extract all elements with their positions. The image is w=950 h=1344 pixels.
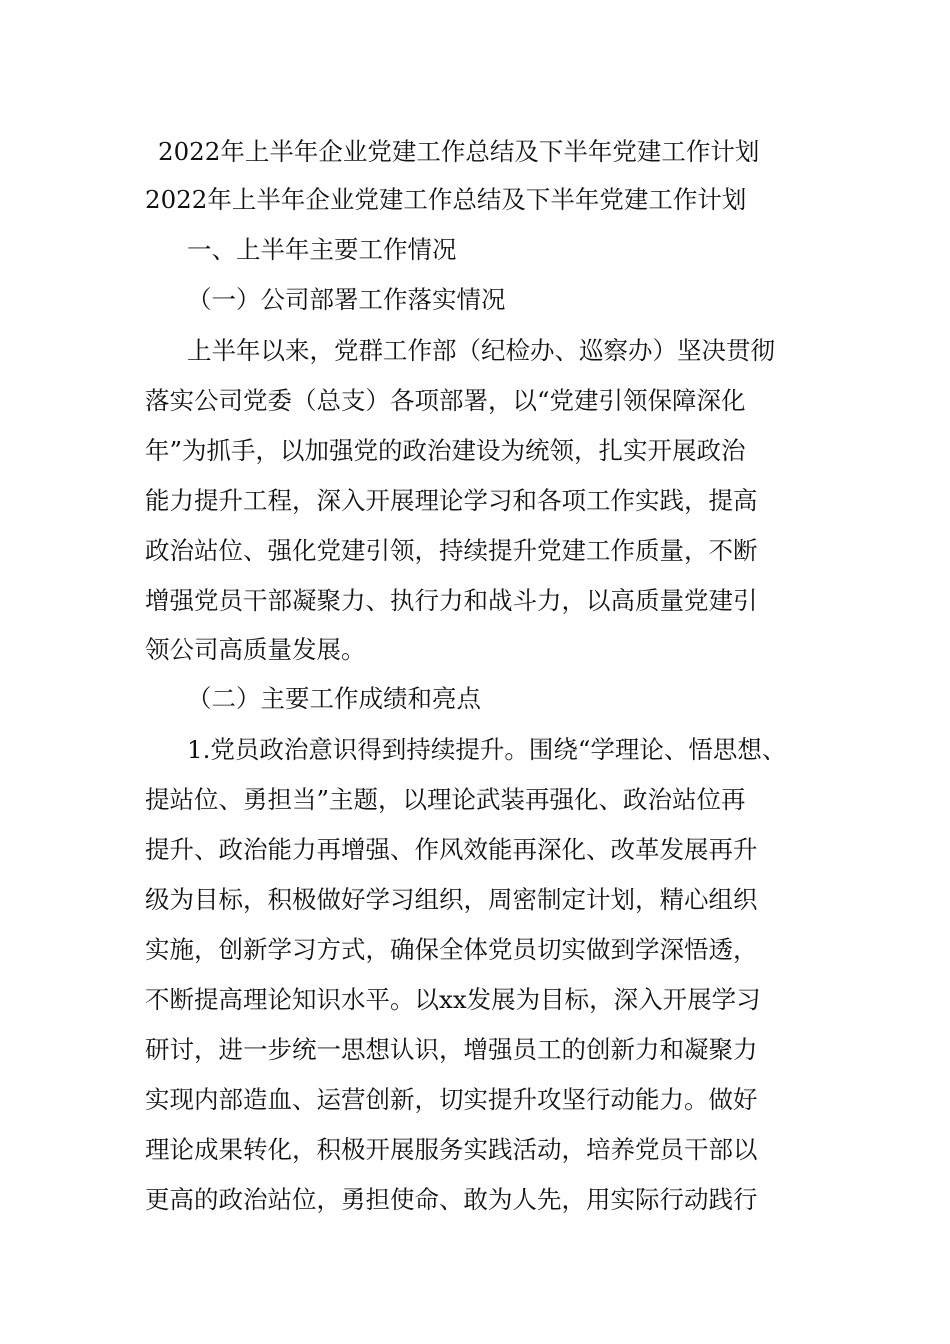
paragraph-line: 不断提高理论知识水平。以xx发展为目标，深入开展学习	[145, 985, 761, 1014]
paragraph-line: 理论成果转化，积极开展服务实践活动，培养党员干部以	[145, 1135, 758, 1164]
paragraph-line: 上半年以来，党群工作部（纪检办、巡察办）坚决贯彻	[187, 336, 775, 365]
paragraph-line: 提站位、勇担当”主题，以理论武装再强化、政治站位再	[145, 785, 746, 814]
paragraph-line: 年”为抓手，以加强党的政治建设为统领，扎实开展政治	[145, 436, 746, 465]
paragraph-line: 实现内部造血、运营创新，切实提升攻坚行动能力。做好	[145, 1085, 758, 1114]
document-title-repeat: 2022年上半年企业党建工作总结及下半年党建工作计划	[145, 185, 747, 214]
paragraph-line: 提升、政治能力再增强、作风效能再深化、改革发展再升	[145, 835, 758, 864]
subsection-heading: （二）主要工作成绩和亮点	[187, 684, 481, 713]
paragraph-line: 政治站位、强化党建引领，持续提升党建工作质量，不断	[145, 536, 758, 565]
document-title: 2022年上半年企业党建工作总结及下半年党建工作计划	[158, 137, 760, 166]
paragraph-line: 研讨，进一步统一思想认识，增强员工的创新力和凝聚力	[145, 1035, 758, 1064]
section-heading: 一、上半年主要工作情况	[187, 235, 457, 264]
paragraph-line: 增强党员干部凝聚力、执行力和战斗力，以高质量党建引	[145, 586, 758, 615]
paragraph-line: 1.党员政治意识得到持续提升。围绕“学理论、悟思想、	[187, 735, 787, 764]
paragraph-line: 能力提升工程，深入开展理论学习和各项工作实践，提高	[145, 486, 758, 515]
paragraph-line: 更高的政治站位，勇担使命、敢为人先，用实际行动践行	[145, 1185, 758, 1214]
paragraph-line: 级为目标，积极做好学习组织，周密制定计划，精心组织	[145, 885, 758, 914]
paragraph-line: 实施，创新学习方式，确保全体党员切实做到学深悟透，	[145, 935, 758, 964]
subsection-heading: （一）公司部署工作落实情况	[187, 285, 506, 314]
paragraph-line: 领公司高质量发展。	[145, 635, 366, 664]
paragraph-line: 落实公司党委（总支）各项部署，以“党建引领保障深化	[145, 386, 746, 415]
